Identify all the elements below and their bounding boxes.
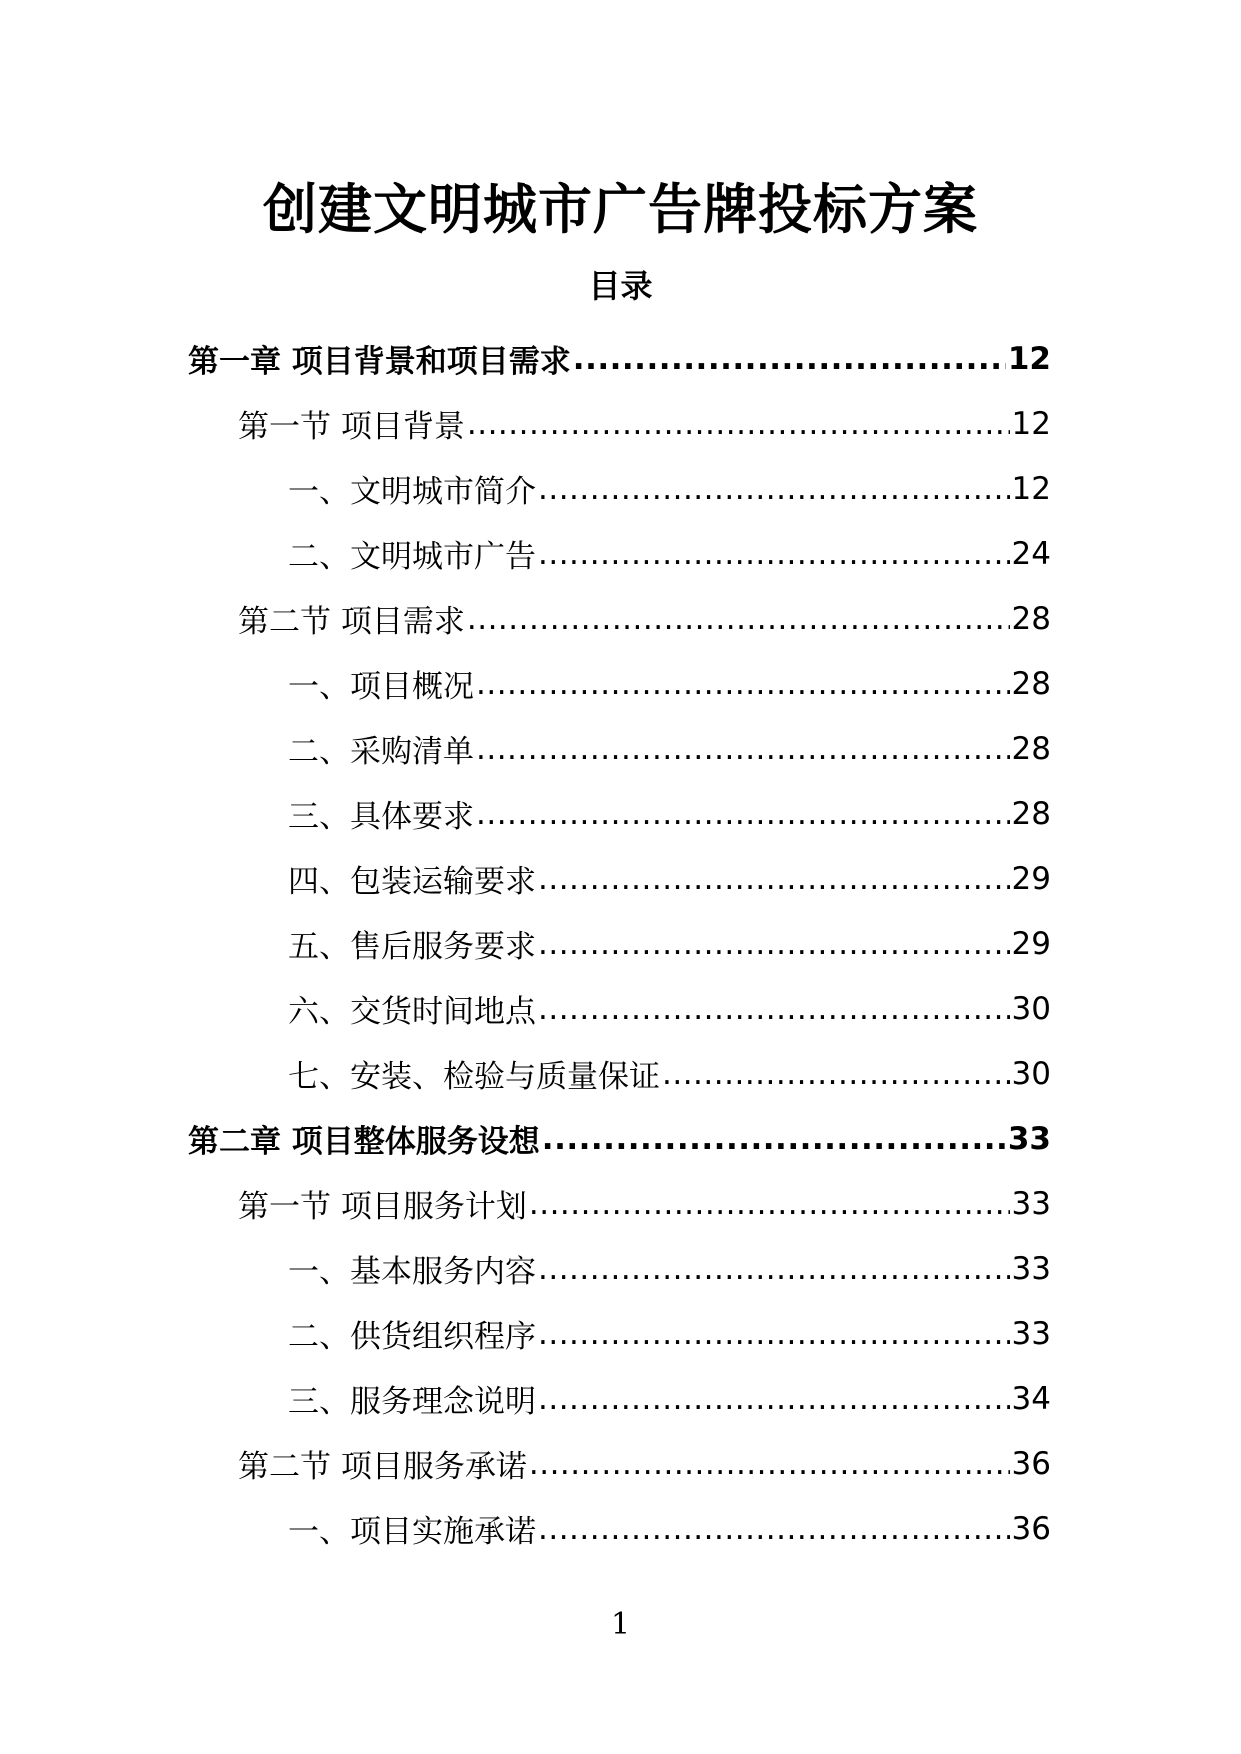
- document-title: 创建文明城市广告牌投标方案: [263, 178, 978, 241]
- toc-entry-page: 28: [1011, 730, 1051, 767]
- toc-entry-label: 一、文明城市简介: [288, 474, 536, 510]
- toc-entry-page: 34: [1011, 1380, 1051, 1417]
- toc-heading: 目录: [588, 267, 653, 305]
- toc-entry-page: 24: [1011, 535, 1051, 572]
- toc-entry-page: 28: [1011, 600, 1051, 637]
- toc-entry-label: 第一节 项目背景: [238, 409, 465, 445]
- toc-entry-label: 第一章 项目背景和项目需求: [188, 344, 571, 380]
- toc-entry-page: 33: [1011, 1315, 1051, 1352]
- toc-entry[interactable]: [188, 1366, 1051, 1431]
- toc-entry-page: 29: [1011, 925, 1051, 962]
- toc-entry[interactable]: [188, 1106, 1051, 1171]
- toc-dot-leader: [542, 1121, 1006, 1157]
- toc-entry-label: 二、文明城市广告: [288, 539, 536, 575]
- toc-dot-leader: [538, 536, 1010, 572]
- toc-entry-page: 12: [1007, 340, 1051, 377]
- toc-entry[interactable]: [188, 976, 1051, 1041]
- page-number: 1: [610, 1607, 631, 1642]
- toc-entry[interactable]: [188, 1236, 1051, 1301]
- toc-dot-leader: [476, 796, 1010, 832]
- toc-entry-page: 30: [1011, 1055, 1051, 1092]
- toc-entry-label: 一、基本服务内容: [288, 1254, 536, 1290]
- toc-entry[interactable]: [188, 781, 1051, 846]
- toc-entry-label: 第二章 项目整体服务设想: [188, 1124, 540, 1160]
- toc-entry[interactable]: [188, 1496, 1051, 1561]
- toc-entry[interactable]: [188, 1171, 1051, 1236]
- toc-dot-leader: [529, 1446, 1010, 1482]
- toc-entry[interactable]: [188, 1041, 1051, 1106]
- toc-entry-label: 一、项目实施承诺: [288, 1514, 536, 1550]
- toc-entry-label: 六、交货时间地点: [288, 994, 536, 1030]
- toc-entry[interactable]: [188, 846, 1051, 911]
- toc-entry[interactable]: [188, 651, 1051, 716]
- toc-entry-label: 第二节 项目服务承诺: [238, 1449, 527, 1485]
- toc-entry-label: 二、供货组织程序: [288, 1319, 536, 1355]
- toc-entry-label: 四、包装运输要求: [288, 864, 536, 900]
- toc-entry-page: 30: [1011, 990, 1051, 1027]
- toc-entry-label: 三、服务理念说明: [288, 1384, 536, 1420]
- toc-entry-label: 七、安装、检验与质量保证: [288, 1059, 660, 1095]
- toc-entry-page: 12: [1011, 405, 1051, 442]
- toc-entry-page: 28: [1011, 665, 1051, 702]
- table-of-contents: [188, 326, 1051, 1561]
- toc-entry[interactable]: [188, 911, 1051, 976]
- toc-entry[interactable]: [188, 716, 1051, 781]
- toc-dot-leader: [467, 601, 1010, 637]
- toc-entry[interactable]: [188, 586, 1051, 651]
- toc-dot-leader: [476, 666, 1010, 702]
- toc-dot-leader: [662, 1056, 1010, 1092]
- toc-dot-leader: [538, 1381, 1010, 1417]
- toc-dot-leader: [538, 861, 1010, 897]
- toc-dot-leader: [467, 406, 1010, 442]
- toc-dot-leader: [538, 471, 1010, 507]
- toc-entry-page: 33: [1011, 1185, 1051, 1222]
- toc-dot-leader: [538, 1251, 1010, 1287]
- toc-entry[interactable]: [188, 521, 1051, 586]
- toc-dot-leader: [538, 1316, 1010, 1352]
- toc-entry-page: 12: [1011, 470, 1051, 507]
- toc-entry-page: 33: [1007, 1120, 1051, 1157]
- toc-dot-leader: [538, 926, 1010, 962]
- toc-entry[interactable]: [188, 1301, 1051, 1366]
- toc-dot-leader: [538, 991, 1010, 1027]
- toc-dot-leader: [538, 1511, 1010, 1547]
- toc-dot-leader: [529, 1186, 1010, 1222]
- toc-entry[interactable]: [188, 391, 1051, 456]
- toc-entry-label: 三、具体要求: [288, 799, 474, 835]
- toc-entry[interactable]: [188, 456, 1051, 521]
- toc-dot-leader: [476, 731, 1010, 767]
- toc-entry-label: 一、项目概况: [288, 669, 474, 705]
- toc-entry[interactable]: [188, 1431, 1051, 1496]
- toc-entry-label: 第一节 项目服务计划: [238, 1189, 527, 1225]
- toc-entry-label: 二、采购清单: [288, 734, 474, 770]
- toc-entry-label: 五、售后服务要求: [288, 929, 536, 965]
- toc-entry-label: 第二节 项目需求: [238, 604, 465, 640]
- toc-entry-page: 28: [1011, 795, 1051, 832]
- toc-entry-page: 36: [1011, 1445, 1051, 1482]
- toc-entry-page: 36: [1011, 1510, 1051, 1547]
- toc-entry[interactable]: [188, 326, 1051, 391]
- toc-entry-page: 29: [1011, 860, 1051, 897]
- toc-dot-leader: [573, 341, 1006, 377]
- toc-entry-page: 33: [1011, 1250, 1051, 1287]
